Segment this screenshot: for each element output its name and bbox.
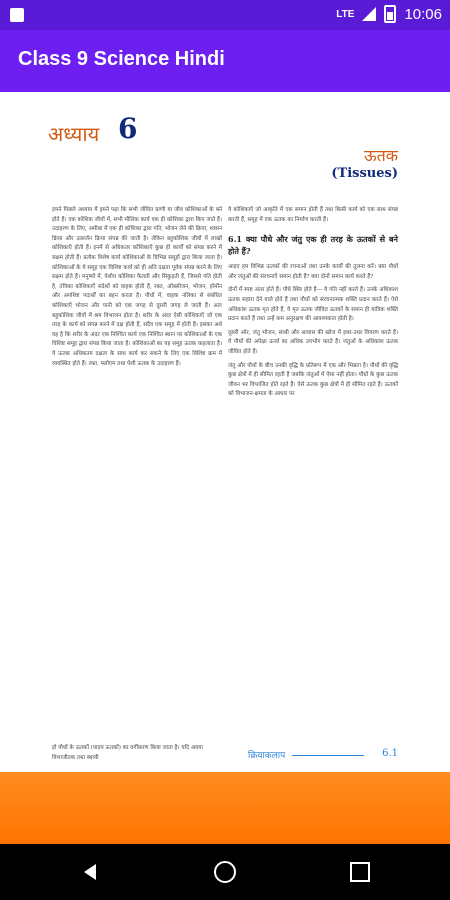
paragraph: दोनों में स्पष्ट अंतर होते हैं। पौधे स्थिर होते हैं— ये गति नहीं करते हैं। उनके अधिकांश ऊतक सहारा देने वाले होते हैं तथा पौधों को संरचनात्मक शक्ति प्रदान करते हैं। ऐसे अधिकांश ऊतक मृत होते हैं, ये मृत ऊतक जीवित ऊतकों के समान ही यांत्रिक शक्ति प्रदान करते हैं तथा उन्हें कम अनुरक्षण की आवश्यकता होती है। [228,287,398,323]
signal-icon [362,7,376,21]
app-title: Class 9 Science Hindi [18,48,225,70]
status-icons [336,5,442,23]
activity-underline [292,755,364,756]
bottom-left-text: हो पौधों के ऊतकों (पादप ऊतकों) का वर्गीकरण किया जाता है। यदि अवया विभाजीतक तथा स्थायी [52,745,203,761]
paragraph: हमने पिछले अध्याय में हमने पढ़ा कि सभी जीवित प्राणी या जीव कोशिकाओं के बने होते हैं। एक कोशिक जीवों में, सभी मौलिक कार्य एक ही कोशिका द्वारा किए जाते हैं। उदाहरण के लिए, अमीबा में एक ही कोशिका द्वारा गति, भोजन लेने की क्रिया, श्वसन क्रिया और उत्सर्जन क्रिया संपन्न की जाती है। लेकिन बहुकोशिक जीवों में लाखों कोशिकाएँ होती हैं। इनमें से अधिकतर कोशिकाएँ कुछ ही कार्यों को संपन्न करने में सक्षम होती हैं। प्रत्येक विशेष कार्य कोशिकाओं के विभिन्न समूहों द्वारा किया जाता है। कोशिकाओं के ये समूह एक विशिष्ट कार्य को ही अति दक्षता पूर्वक संपन्न करने के लिए सक्षम होते हैं। मनुष्यों में, पेशीय कोशिका फैलती और सिकुड़ती हैं, जिससे गति होती है, तंत्रिका कोशिकाएँ संदेशों को वाहक होती हैं, रक्त, ऑक्सीजन, भोजन, हॉर्मोन और अपशिष्ट पदार्थों का बहन करता है। पौधों में, वाहक नलिका से संबंधित कोशिकाएँ भोजन और पानी को एक जगह से दूसरी जगह ले जाती हैं। अतः बहुकोशिक जीवों में श्रम विभाजन होता है। शरीर के अंदर ऐसी कोशिकाएँ जो एक तरह के कार्य को संपन्न करने में दक्ष होती हैं, सदैव एक समूह में होती हैं। इसका अर्थ यह है कि शरीर के अंदर एक निश्चित कार्य एक निश्चित स्थान पर कोशिकाओं के एक विशिष्ट समूह द्वारा संपन्न किया जाता है। कोशिकाओं का यह समूह ऊतक कहलाता है। ये ऊतक अधिकतम दक्षता के साथ कार्य कर सकने के लिए एक विशिष्ट क्रम में व्यवस्थित होते हैं। रक्त, फ्लोएम तथा पेशी ऊतक के उदाहरण हैं। [52,207,222,367]
right-column [228,206,398,404]
topic-title-english: (Tissues) [331,166,398,181]
navigation-bar [0,844,450,900]
battery-icon [384,5,396,23]
paragraph: ये कोशिकाएँ जो आकृति में एक समान होती हैं तथा किसी कार्य को एक साथ संपन्न करती हैं, समूह में एक ऊतक का निर्माण करती हैं। [228,207,398,223]
book-page[interactable] [0,92,450,772]
chapter-label: अध्याय [48,122,100,146]
ad-banner[interactable] [0,772,450,844]
chapter-number: 6 [118,112,138,145]
topic-title-hindi: ऊतक [364,146,398,165]
activity-label: क्रियाकलाप [248,751,286,761]
paragraph: दूसरी ओर, जंतु भोजन, साथी और आवास की खोज में इधर-उधर विचरण करते हैं। ये पौधों की अपेक्षा ऊर्जा का अधिक उपभोग करते हैं। जंतुओं के अधिकांश ऊतक जीवित होते हैं। [228,329,398,355]
back-icon[interactable] [84,864,96,880]
activity-heading [248,748,398,761]
status-bar [0,0,450,30]
home-icon[interactable] [214,861,236,883]
recent-apps-icon[interactable] [350,862,370,882]
clock: 10:06 [404,5,442,23]
paragraph: जंतु और पौधों के बीच उनकी वृद्धि के प्रतिरूप में एक और भिन्नता है। पौधों की वृद्धि कुछ क्षेत्रों में ही सीमित रहती है जबकि जंतुओं में ऐसा नहीं होता। पौधों के कुछ ऊतक जीवन भर विभाजित होते रहते हैं। ऐसे ऊतक कुछ क्षेत्रों में ही सीमित रहते हैं। ऊतकों को विभाजन-क्षमता के आधार पर [228,362,398,398]
activity-number: 6.1 [382,748,398,759]
section-heading: 6.1 क्या पौधे और जंतु एक ही तरह के ऊतकों से बने होते हैं? [228,234,398,257]
paragraph: आइए हम विभिन्न ऊतकों की रचनाओं तथा उनके कार्यों की तुलना करें। क्या पौधों और जंतुओं की संरचनाएँ समान होती हैं? क्या दोनों समान कार्य करते हैं? [228,264,398,280]
left-column [52,206,222,373]
network-type: LTE [336,8,355,20]
app-bar [0,30,450,92]
sd-card-icon [10,8,24,22]
